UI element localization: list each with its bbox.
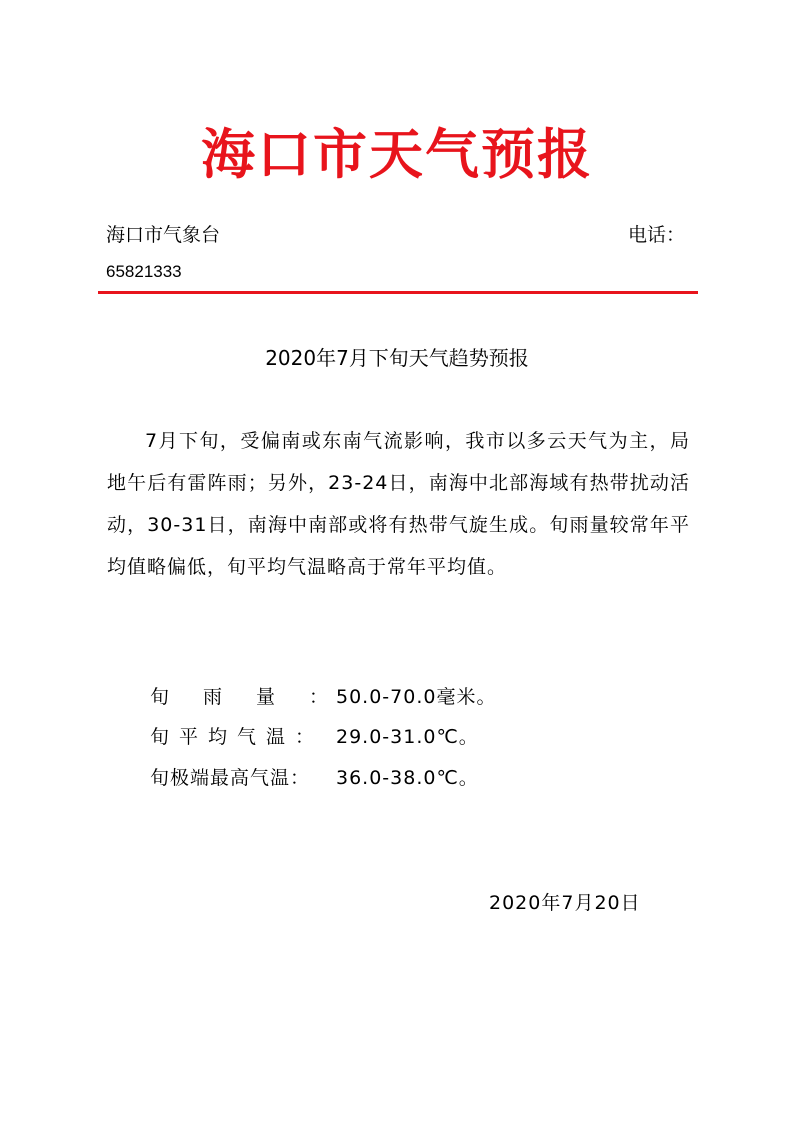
document-title: 海口市天气预报 bbox=[201, 123, 593, 186]
stat-value: 50.0-70.0毫米。 bbox=[336, 686, 497, 708]
header-divider bbox=[98, 291, 698, 294]
stat-max-temperature bbox=[150, 763, 479, 790]
stat-avg-temperature bbox=[150, 722, 479, 749]
issue-date: 2020年7月20日 bbox=[489, 892, 641, 914]
stat-rainfall bbox=[150, 682, 496, 709]
phone-number: 65821333 bbox=[106, 262, 182, 281]
forecast-paragraph: 7月下旬，受偏南或东南气流影响，我市以多云天气为主，局地午后有雷阵雨；另外，23-24日，南海中北部海域有热带扰动活动，30-31日，南海中南部或将有热带气旋生成。旬雨量较常年平均值略偏低，旬平均气温略高于常年平均值。 bbox=[107, 430, 690, 578]
stat-label: 旬雨量： bbox=[150, 686, 363, 708]
stat-label: 旬极端最高气温： bbox=[150, 767, 311, 789]
issuer-name: 海口市气象台 bbox=[106, 224, 221, 246]
stat-value: 36.0-38.0℃。 bbox=[336, 767, 479, 789]
stat-value: 29.0-31.0℃。 bbox=[336, 726, 479, 748]
phone-label: 电话： bbox=[628, 224, 686, 246]
stat-label: 旬平均气温： bbox=[150, 726, 325, 748]
forecast-subtitle: 2020年7月下旬天气趋势预报 bbox=[265, 346, 529, 370]
